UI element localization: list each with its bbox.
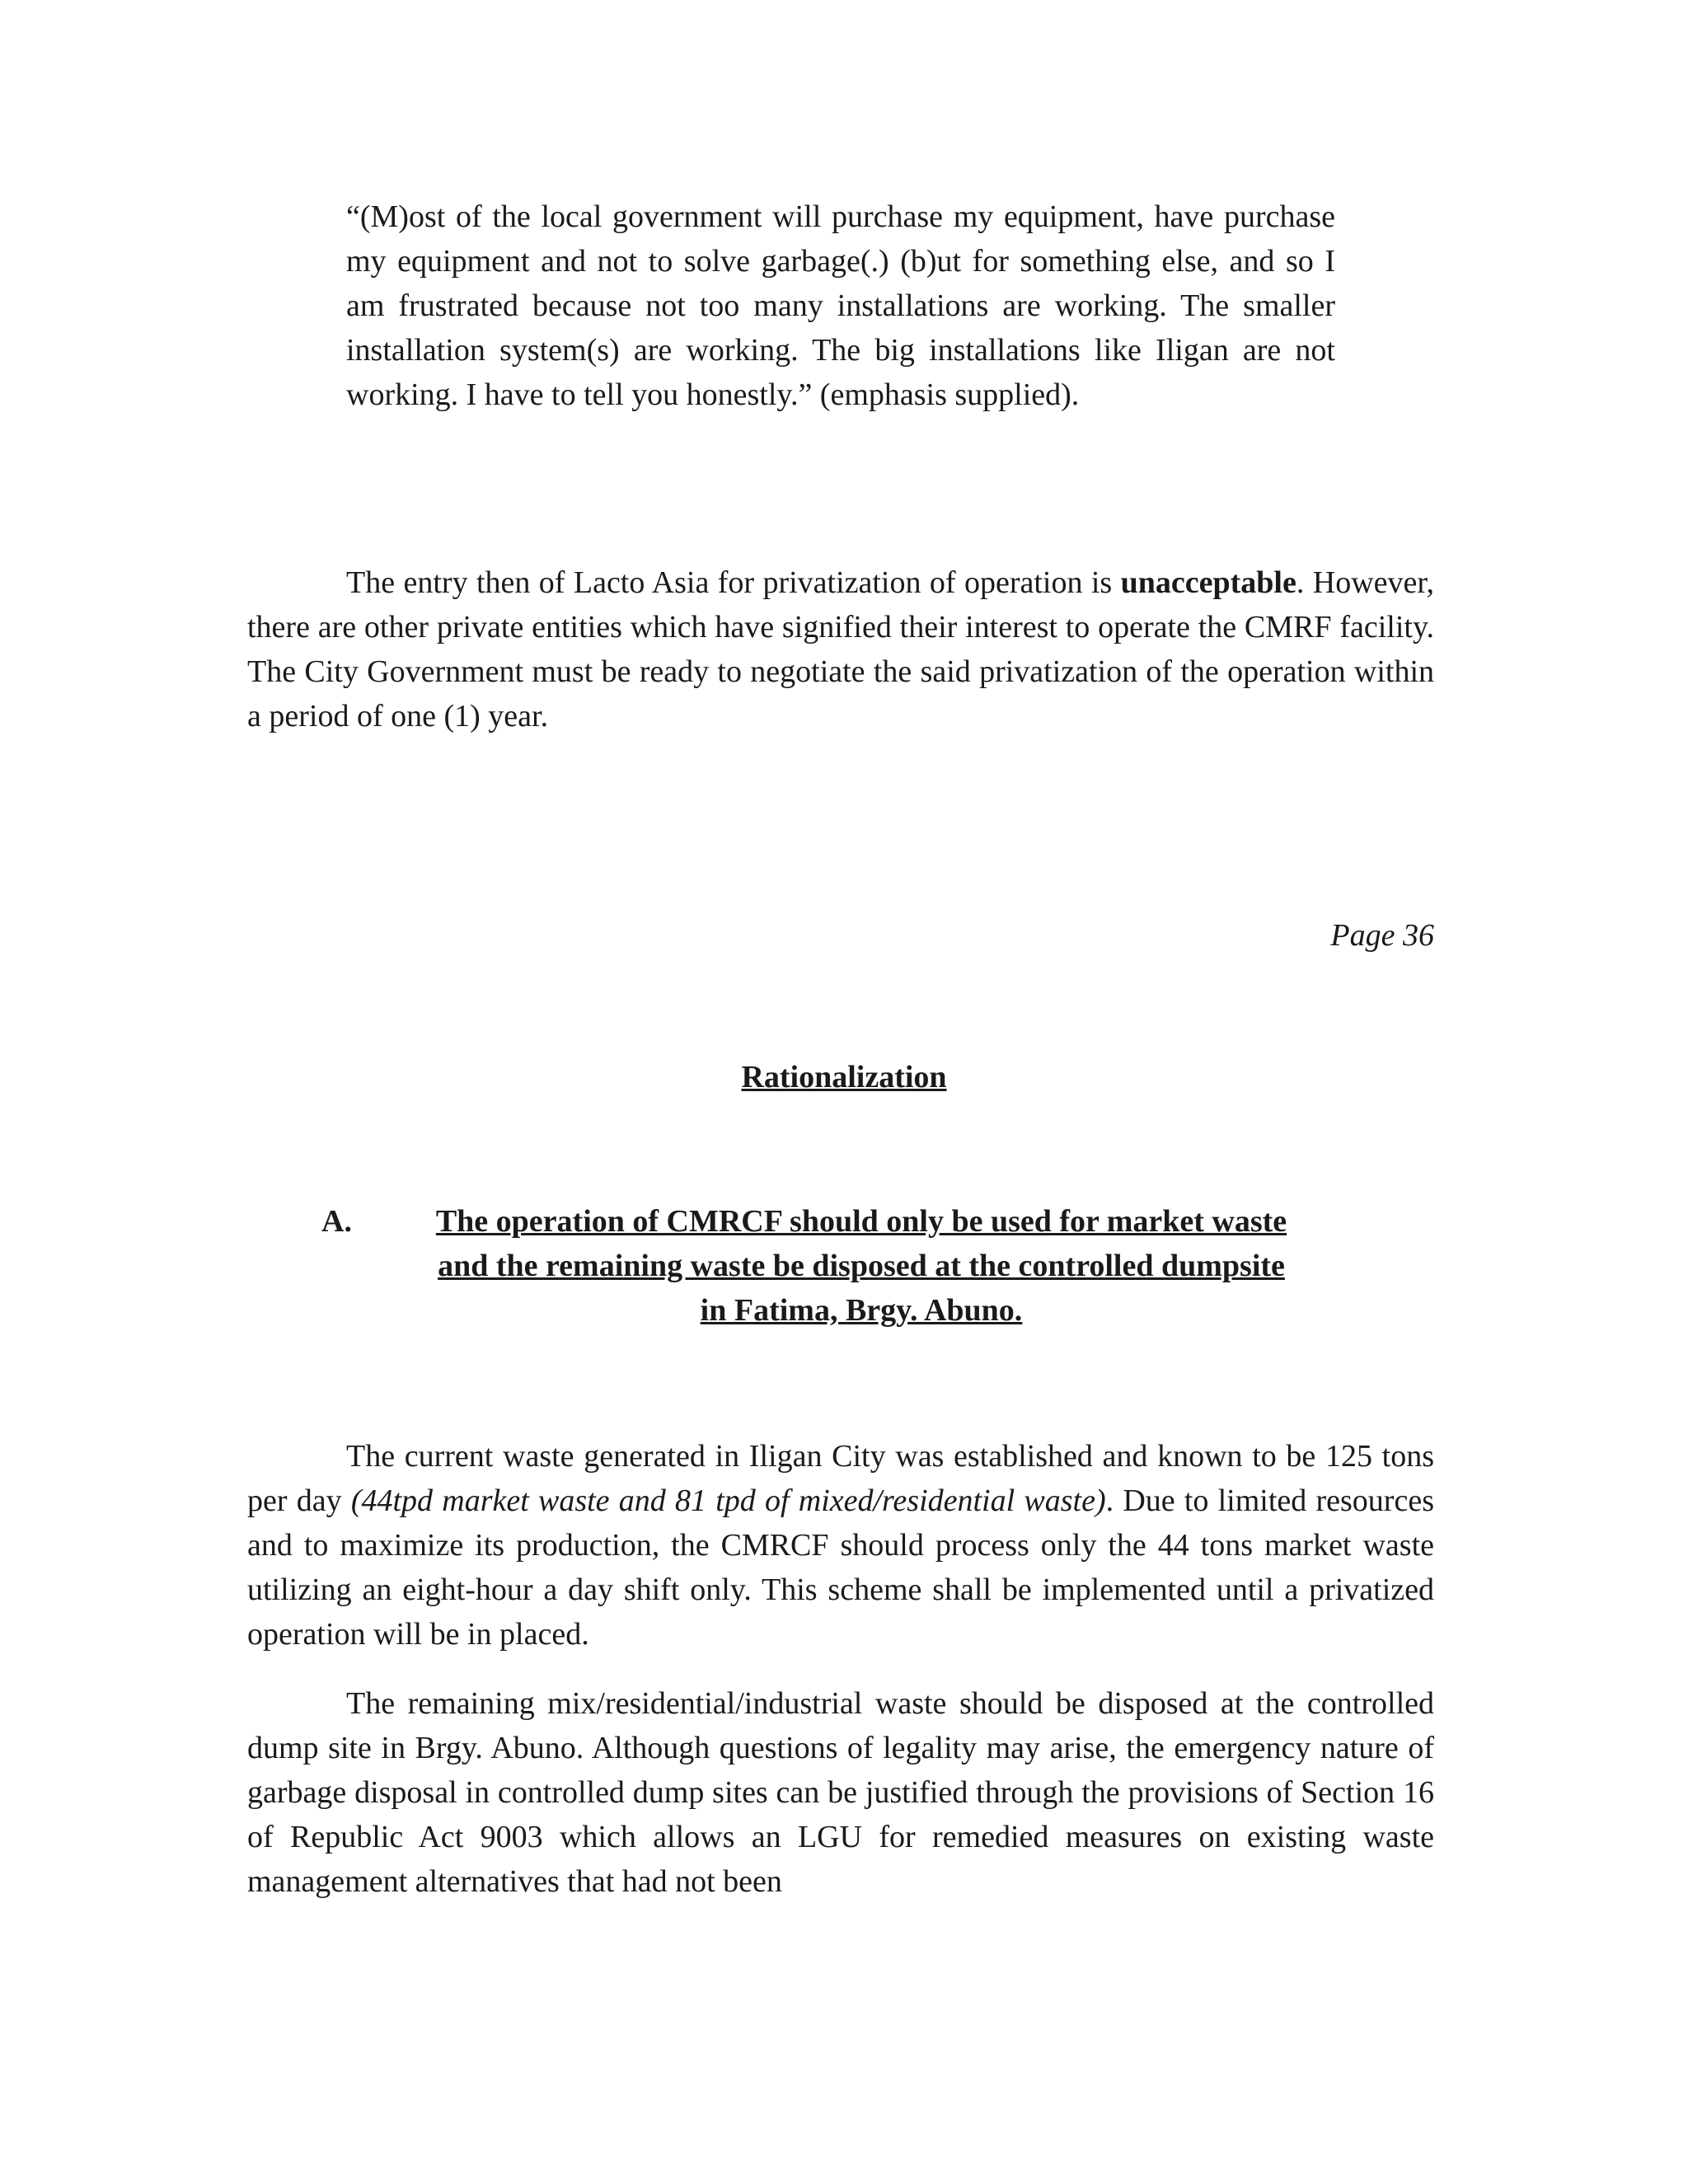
heading-line: and the remaining waste be disposed at the controlled dumpsite bbox=[438, 1249, 1285, 1283]
paragraph-text: The current waste generated in Iligan City was established and known to be 125 tons per day bbox=[247, 1439, 1434, 1518]
heading-text bbox=[346, 1199, 1376, 1333]
block-quote bbox=[346, 194, 1335, 417]
paragraph-text: The remaining mix/residential/industrial waste should be disposed at the controlled dump site in Brgy. Abuno. Although questions of legality may arise, the emergency nature of garbage disposal in controlled dump sites can be justified through the provisions of Section 16 of Republic Act 9003 which allows an LGU for remedied measures on existing waste management alternatives that had not been bbox=[247, 1686, 1434, 1899]
emphasis-italic: (44tpd market waste and 81 tpd of mixed/residential waste) bbox=[350, 1483, 1106, 1518]
paragraph-text: The entry then of Lacto Asia for privatization of operation is bbox=[346, 565, 1121, 600]
paragraph-current-waste bbox=[247, 1434, 1434, 1657]
quote-text: “(M)ost of the local government will purchase my equipment, have purchase my equipment and not to solve garbage(.) (b)ut for something else, and so I am frustrated because not too many installations are working. The smaller installation system(s) are working. The big installations like Iligan are not working. I have to tell you honestly.” (emphasis supplied). bbox=[346, 199, 1335, 412]
section-title: Rationalization bbox=[741, 1060, 947, 1094]
paragraph-text: . However, there are other private entities which have signified their interest to operate the CMRF facility. The City Government must be ready to negotiate the said privatization of the operation within a period of one (1) year. bbox=[247, 565, 1434, 733]
emphasis-bold: unacceptable bbox=[1120, 565, 1296, 600]
heading-marker: A. bbox=[321, 1204, 352, 1239]
subsection-heading bbox=[313, 1199, 1368, 1333]
paragraph-remaining-waste bbox=[247, 1681, 1434, 1904]
page-number: Page 36 bbox=[1330, 918, 1434, 953]
paragraph-text: . Due to limited resources and to maximize its production, the CMRCF should process only the 44 tons market waste utilizing an eight-hour a day shift only. This scheme shall be implemented until a privatized operation will be in placed. bbox=[247, 1483, 1434, 1652]
heading-line: The operation of CMRCF should only be used for market waste bbox=[435, 1204, 1287, 1239]
heading-line: in Fatima, Brgy. Abuno. bbox=[700, 1293, 1023, 1328]
paragraph-privatization bbox=[247, 560, 1434, 738]
